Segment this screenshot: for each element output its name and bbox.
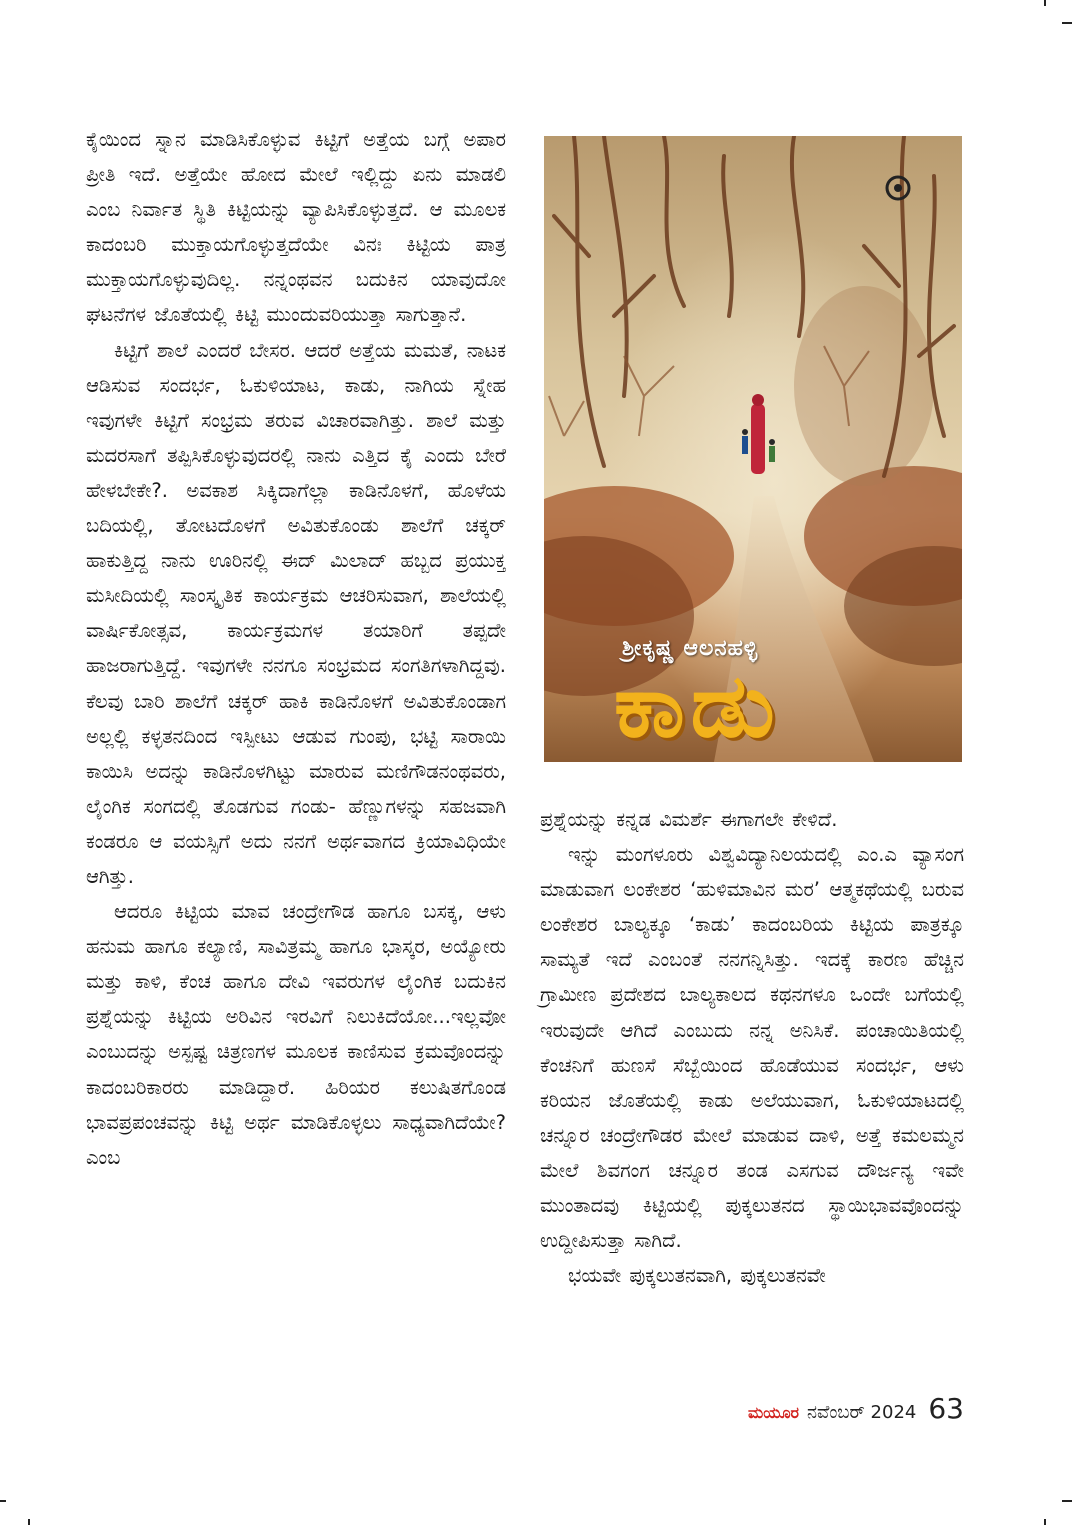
crop-mark <box>1044 1519 1046 1525</box>
issue-date: ನವೆಂಬರ್ 2024 <box>807 1402 917 1423</box>
page-number: 63 <box>928 1392 964 1425</box>
crop-mark <box>0 1500 6 1502</box>
book-cover-image <box>544 136 962 762</box>
cover-title: ಕಾಡು <box>614 654 781 757</box>
paragraph: ಆದರೂ ಕಿಟ್ಟಿಯ ಮಾವ ಚಂದ್ರೇಗೌಡ ಹಾಗೂ ಬಸಕ್ಕ, ಆಳು ಹನುಮ ಹಾಗೂ ಕಲ್ಯಾಣಿ, ಸಾವಿತ್ರಮ್ಮ ಹಾಗೂ ಭಾಸ್ಕರ, ಅಯ್ಯೋರು ಮತ್ತು ಕಾಳಿ, ಕೆಂಚ ಹಾಗೂ ದೇವಿ ಇವರುಗಳ ಲೈಂಗಿಕ ಬದುಕಿನ ಪ್ರಶ್ನೆಯನ್ನು ಕಿಟ್ಟಿಯ ಅರಿವಿನ ಇರವಿಗೆ ನಿಲುಕಿದೆಯೋ...ಇಲ್ಲವೋ ಎಂಬುದನ್ನು ಅಸ್ಪಷ್ಟ ಚಿತ್ರಣಗಳ ಮೂಲಕ ಕಾಣಿಸುವ ಕ್ರಮವೊಂದನ್ನು ಕಾದಂಬರಿಕಾರರು ಮಾಡಿದ್ದಾರೆ. ಹಿರಿಯರ ಕಲುಷಿತಗೊಂಡ ಭಾವಪ್ರಪಂಚವನ್ನು ಕಿಟ್ಟಿ ಅರ್ಥ ಮಾಡಿಕೊಳ್ಳಲು ಸಾಧ್ಯವಾಗಿದೆಯೇ? ಎಂಬ <box>86 900 506 1169</box>
crop-mark <box>28 1519 30 1525</box>
paragraph: ಕಿಟ್ಟಿಗೆ ಶಾಲೆ ಎಂದರೆ ಬೇಸರ. ಆದರೆ ಅತ್ತೆಯ ಮಮತೆ, ನಾಟಕ ಆಡಿಸುವ ಸಂದರ್ಭ, ಓಕುಳಿಯಾಟ, ಕಾಡು, ನಾಗಿಯ ಸ್ನೇಹ ಇವುಗಳೇ ಕಿಟ್ಟಿಗೆ ಸಂಭ್ರಮ ತರುವ ವಿಚಾರವಾಗಿತ್ತು. ಶಾಲೆ ಮತ್ತು ಮದರಸಾಗೆ ತಪ್ಪಿಸಿಕೊಳ್ಳುವುದರಲ್ಲಿ ನಾನು ಎತ್ತಿದ ಕೈ ಎಂದು ಬೇರೆ ಹೇಳಬೇಕೇ?. ಅವಕಾಶ ಸಿಕ್ಕಿದಾಗೆಲ್ಲಾ ಕಾಡಿನೊಳಗೆ, ಹೊಳೆಯ ಬದಿಯಲ್ಲಿ, ತೋಟದೊಳಗೆ ಅವಿತುಕೊಂಡು ಶಾಲೆಗೆ ಚಕ್ಕರ್ ಹಾಕುತ್ತಿದ್ದ ನಾನು ಊರಿನಲ್ಲಿ ಈದ್ ಮಿಲಾದ್ ಹಬ್ಬದ ಪ್ರಯುಕ್ತ ಮಸೀದಿಯಲ್ಲಿ ಸಾಂಸ್ಕೃತಿಕ ಕಾರ್ಯಕ್ರಮ ಆಚರಿಸುವಾಗ, ಶಾಲೆಯಲ್ಲಿ ವಾರ್ಷಿಕೋತ್ಸವ, ಕಾರ್ಯಕ್ರಮಗಳ ತಯಾರಿಗೆ ತಪ್ಪದೇ ಹಾಜರಾಗುತ್ತಿದ್ದೆ. ಇವುಗಳೇ ನನಗೂ ಸಂಭ್ರಮದ ಸಂಗತಿಗಳಾಗಿದ್ದವು. ಕೆಲವು ಬಾರಿ ಶಾಲೆಗೆ ಚಕ್ಕರ್ ಹಾಕಿ ಕಾಡಿನೊಳಗೆ ಅವಿತುಕೊಂಡಾಗ ಅಲ್ಲಲ್ಲಿ ಕಳ್ಳತನದಿಂದ ಇಸ್ಪೀಟು ಆಡುವ ಗುಂಪು, ಭಟ್ಟಿ ಸಾರಾಯಿ ಕಾಯಿಸಿ ಅದನ್ನು ಕಾಡಿನೊಳಗಿಟ್ಟು ಮಾರುವ ಮಣಿಗೌಡನಂಥವರು, ಲೈಂಗಿಕ ಸಂಗದಲ್ಲಿ ತೊಡಗುವ ಗಂಡು- ಹೆಣ್ಣುಗಳನ್ನು ಸಹಜವಾಗಿ ಕಂಡರೂ ಆ ವಯಸ್ಸಿಗೆ ಅದು ನನಗೆ ಅರ್ಥವಾಗದ ಕ್ರಿಯಾವಿಧಿಯೇ ಆಗಿತ್ತು. <box>86 338 506 888</box>
page-footer <box>748 1392 964 1425</box>
cover-author: ಶ್ರೀಕೃಷ್ಣ ಆಲನಹಳ್ಳಿ <box>622 636 759 661</box>
crop-mark <box>1044 0 1046 6</box>
paragraph: ಪ್ರಶ್ನೆಯನ್ನು ಕನ್ನಡ ವಿಮರ್ಶೆ ಈಗಾಗಲೇ ಕೇಳಿದೆ. <box>540 808 838 831</box>
paragraph: ಇನ್ನು ಮಂಗಳೂರು ವಿಶ್ವವಿದ್ಯಾನಿಲಯದಲ್ಲಿ ಎಂ.ಎ ವ್ಯಾಸಂಗ ಮಾಡುವಾಗ ಲಂಕೇಶರ ‘ಹುಳಿಮಾವಿನ ಮರ’ ಆತ್ಮಕಥೆಯಲ್ಲಿ ಬರುವ ಲಂಕೇಶರ ಬಾಲ್ಯಕ್ಕೂ ‘ಕಾಡು’ ಕಾದಂಬರಿಯ ಕಿಟ್ಟಿಯ ಪಾತ್ರಕ್ಕೂ ಸಾಮ್ಯತೆ ಇದೆ ಎಂಬಂತೆ ನನಗನ್ನಿಸಿತ್ತು. ಇದಕ್ಕೆ ಕಾರಣ ಹೆಚ್ಚಿನ ಗ್ರಾಮೀಣ ಪ್ರದೇಶದ ಬಾಲ್ಯಕಾಲದ ಕಥನಗಳೂ ಒಂದೇ ಬಗೆಯಲ್ಲಿ ಇರುವುದೇ ಆಗಿದೆ ಎಂಬುದು ನನ್ನ ಅನಿಸಿಕೆ. ಪಂಚಾಯಿತಿಯಲ್ಲಿ ಕೆಂಚನಿಗೆ ಹುಣಸೆ ಸೆಬ್ಬೆಯಿಂದ ಹೊಡೆಯುವ ಸಂದರ್ಭ, ಆಳು ಕರಿಯನ ಜೊತೆಯಲ್ಲಿ ಕಾಡು ಅಲೆಯುವಾಗ, ಓಕುಳಿಯಾಟದಲ್ಲಿ ಚನ್ನೂರ ಚಂದ್ರೇಗೌಡರ ಮೇಲೆ ಮಾಡುವ ದಾಳಿ, ಅತ್ತೆ ಕಮಲಮ್ಮನ ಮೇಲೆ ಶಿವಗಂಗ ಚನ್ನೂರ ತಂಡ ಎಸಗುವ ದೌರ್ಜನ್ಯ ಇವೇ ಮುಂತಾದವು ಕಿಟ್ಟಿಯಲ್ಲಿ ಪುಕ್ಕಲುತನದ ಸ್ಥಾಯಿಭಾವವೊಂದನ್ನು ಉದ್ದೀಪಿಸುತ್ತಾ ಸಾಗಿದೆ. <box>540 843 964 1253</box>
paragraph: ಭಯವೇ ಪುಕ್ಕಲುತನವಾಗಿ, ಪುಕ್ಕಲುತನವೇ <box>568 1264 826 1288</box>
article-right-column <box>540 802 964 1293</box>
magazine-logo: ಮಯೂರ <box>748 1403 800 1422</box>
crop-mark <box>1062 1500 1072 1502</box>
paragraph: ಕೈಯಿಂದ ಸ್ನಾನ ಮಾಡಿಸಿಕೊಳ್ಳುವ ಕಿಟ್ಟಿಗೆ ಅತ್ತೆಯ ಬಗ್ಗೆ ಅಪಾರ ಪ್ರೀತಿ ಇದೆ. ಅತ್ತೆಯೇ ಹೋದ ಮೇಲೆ ಇಲ್ಲಿದ್ದು ಏನು ಮಾಡಲಿ ಎಂಬ ನಿರ್ವಾತ ಸ್ಥಿತಿ ಕಿಟ್ಟಿಯನ್ನು ವ್ಯಾಪಿಸಿಕೊಳ್ಳುತ್ತದೆ. ಆ ಮೂಲಕ ಕಾದಂಬರಿ ಮುಕ್ತಾಯಗೊಳ್ಳುತ್ತದೆಯೇ ವಿನಃ ಕಿಟ್ಟಿಯ ಪಾತ್ರ ಮುಕ್ತಾಯಗೊಳ್ಳುವುದಿಲ್ಲ. ನನ್ನಂಥವನ ಬದುಕಿನ ಯಾವುದೋ ಘಟನೆಗಳ ಜೊತೆಯಲ್ಲಿ ಕಿಟ್ಟಿ ಮುಂದುವರಿಯುತ್ತಾ ಸಾಗುತ್ತಾನೆ. <box>86 128 506 327</box>
article-left-column <box>86 122 506 1175</box>
crop-mark <box>1062 22 1072 24</box>
